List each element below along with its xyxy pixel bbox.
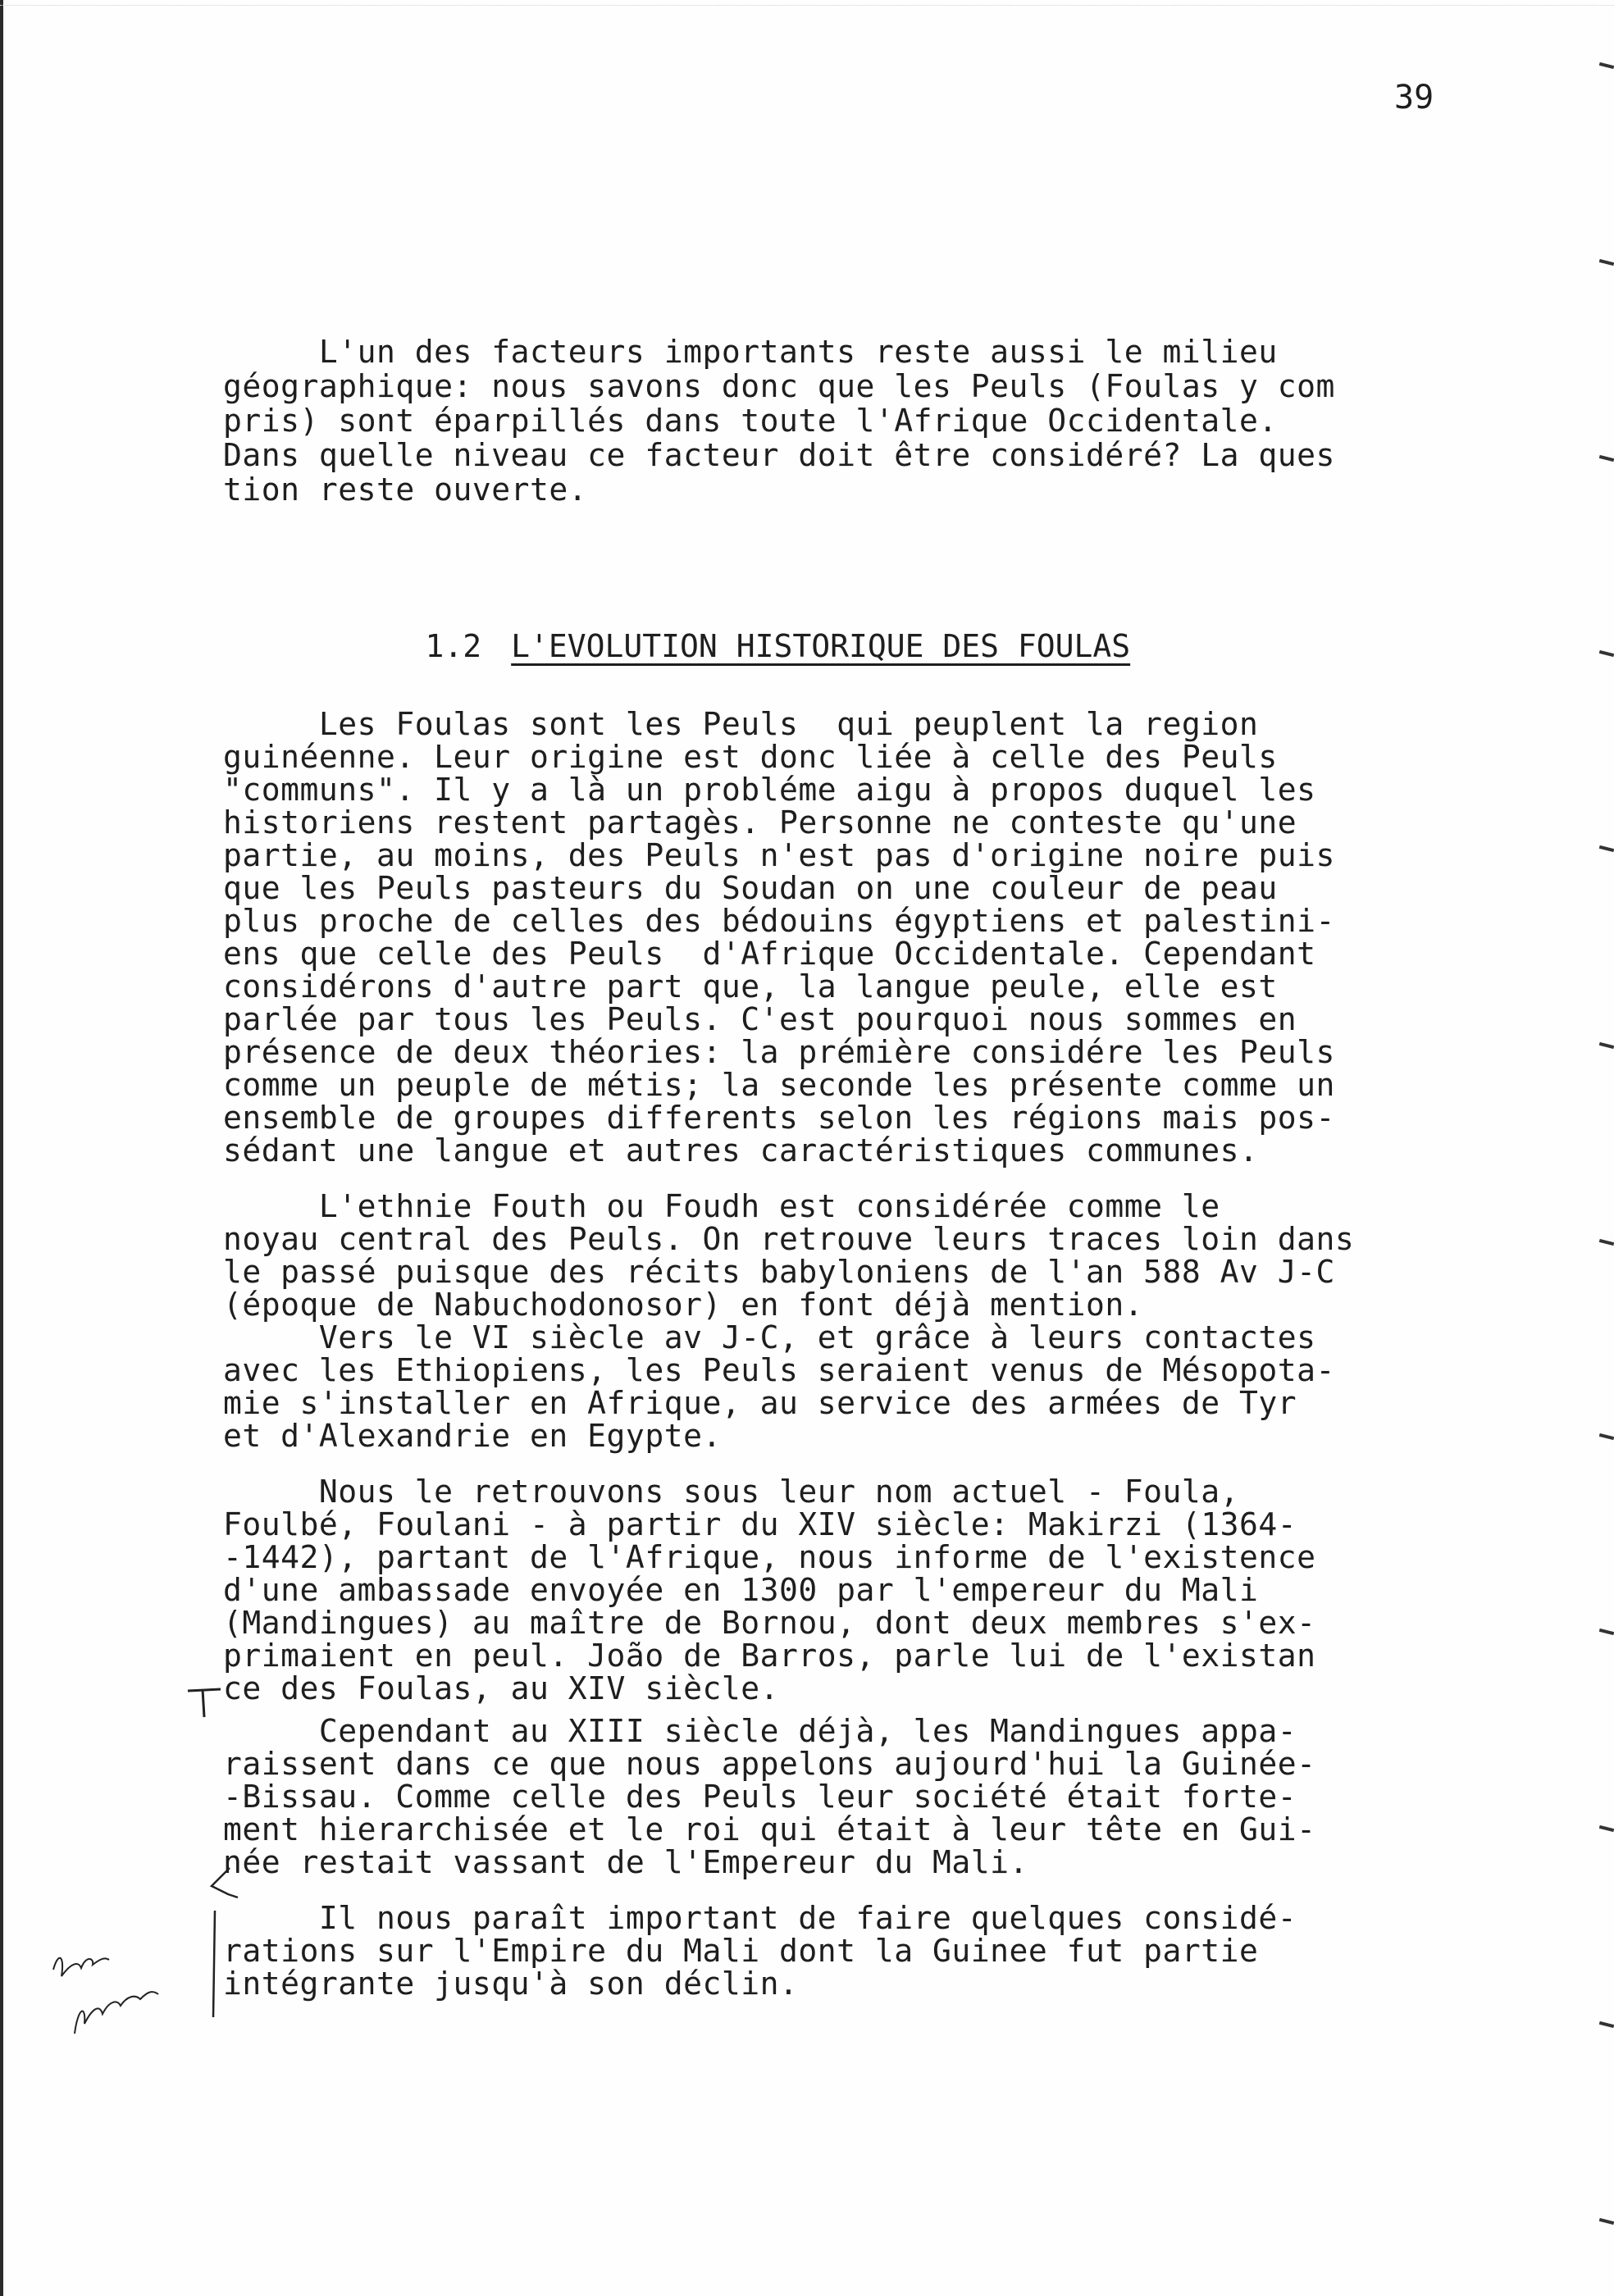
margin-tick-mark xyxy=(185,1665,226,1722)
scan-edge-mark xyxy=(1599,650,1614,657)
text-line: et d'Alexandrie en Egypte. xyxy=(223,1418,722,1454)
scan-edge-mark xyxy=(1599,455,1614,462)
text-line: ment hierarchisée et le roi qui était à leur tête en Gui- xyxy=(223,1811,1316,1847)
text-line: mie s'installer en Afrique, au service des armées de Tyr xyxy=(223,1385,1297,1421)
text-line: guinéenne. Leur origine est donc liée à celle des Peuls xyxy=(223,739,1278,775)
text-line: Il nous paraît important de faire quelques considé- xyxy=(223,1900,1297,1936)
scan-edge-mark xyxy=(1599,1239,1614,1246)
text-line: Dans quelle niveau ce facteur doit être considéré? La ques xyxy=(223,437,1335,473)
margin-bracket xyxy=(197,1861,246,2025)
text-line: ensemble de groupes differents selon les régions mais pos- xyxy=(223,1100,1335,1136)
text-line: sédant une langue et autres caractéristiques communes. xyxy=(223,1132,1259,1168)
text-line: tion reste ouverte. xyxy=(223,472,588,508)
text-line: noyau central des Peuls. On retrouve leurs traces loin dans xyxy=(223,1221,1355,1257)
text-line: -1442), partant de l'Afrique, nous informe de l'existence xyxy=(223,1539,1316,1575)
text-line: Les Foulas sont les Peuls qui peuplent la region xyxy=(223,706,1259,742)
section-heading xyxy=(350,592,1130,700)
text-line: Cependant au XIII siècle déjà, les Mandingues appa- xyxy=(223,1713,1297,1749)
scan-top-edge xyxy=(0,0,1614,6)
text-line: considérons d'autre part que, la langue peule, elle est xyxy=(223,968,1278,1004)
text-line: rations sur l'Empire du Mali dont la Guinee fut partie xyxy=(223,1933,1259,1969)
text-line: le passé puisque des récits babyloniens de l'an 588 Av J-C xyxy=(223,1254,1335,1290)
text-line: née restait vassant de l'Empereur du Mali. xyxy=(223,1844,1028,1880)
text-line: parlée par tous les Peuls. C'est pourquoi nous sommes en xyxy=(223,1001,1297,1037)
scan-edge-mark xyxy=(1599,2021,1614,2028)
text-line: L'un des facteurs importants reste aussi le milieu xyxy=(223,334,1278,370)
text-line: raissent dans ce que nous appelons aujourd'hui la Guinée- xyxy=(223,1746,1316,1782)
text-line: (Mandingues) au maître de Bornou, dont deux membres s'ex- xyxy=(223,1605,1316,1641)
text-line: avec les Ethiopiens, les Peuls seraient venus de Mésopota- xyxy=(223,1352,1335,1388)
text-line: "communs". Il y a là un probléme aigu à propos duquel les xyxy=(223,772,1316,808)
scan-edge-mark xyxy=(1599,259,1614,266)
text-line: (époque de Nabuchodonosor) en font déjà mention. xyxy=(223,1287,1144,1323)
scan-edge-mark xyxy=(1599,1825,1614,1832)
text-line: ce des Foulas, au XIV siècle. xyxy=(223,1670,779,1706)
scan-edge-mark xyxy=(1599,1042,1614,1049)
section-title: L'EVOLUTION HISTORIQUE DES FOULAS xyxy=(511,628,1131,664)
section-number: 1.2 xyxy=(425,628,482,664)
text-line: Vers le VI siècle av J-C, et grâce à leurs contactes xyxy=(223,1319,1316,1355)
text-line: présence de deux théories: la prémière considére les Peuls xyxy=(223,1034,1335,1070)
text-line: historiens restent partagès. Personne ne conteste qu'une xyxy=(223,804,1297,840)
text-line: partie, au moins, des Peuls n'est pas d'origine noire puis xyxy=(223,837,1335,873)
scan-edge-mark xyxy=(1599,1433,1614,1440)
scan-edge-mark xyxy=(1599,845,1614,852)
text-line: ens que celle des Peuls d'Afrique Occidentale. Cependant xyxy=(223,936,1316,972)
scan-left-edge xyxy=(0,0,3,2296)
scan-edge-mark xyxy=(1599,2218,1614,2225)
text-line: géographique: nous savons donc que les Peuls (Foulas y com xyxy=(223,368,1335,404)
text-line: plus proche de celles des bédouins égyptiens et palestini- xyxy=(223,903,1335,939)
text-line: d'une ambassade envoyée en 1300 par l'empereur du Mali xyxy=(223,1572,1259,1608)
text-line: pris) sont éparpillés dans toute l'Afrique Occidentale. xyxy=(223,403,1278,439)
text-line: que les Peuls pasteurs du Soudan on une couleur de peau xyxy=(223,870,1278,906)
text-line: L'ethnie Fouth ou Foudh est considérée comme le xyxy=(223,1188,1220,1224)
handwritten-margin-note xyxy=(45,1935,185,2075)
text-line: intégrante jusqu'à son déclin. xyxy=(223,1966,799,2002)
text-line: -Bissau. Comme celle des Peuls leur société était forte- xyxy=(223,1779,1297,1815)
text-line: comme un peuple de métis; la seconde les présente comme un xyxy=(223,1067,1335,1103)
text-line: primaient en peul. João de Barros, parle lui de l'existan xyxy=(223,1638,1316,1674)
page-number: 39 xyxy=(1394,79,1434,116)
scan-edge-mark xyxy=(1599,1629,1614,1635)
scan-edge-mark xyxy=(1599,62,1614,69)
text-line: Nous le retrouvons sous leur nom actuel - Foula, xyxy=(223,1474,1240,1510)
text-line: Foulbé, Foulani - à partir du XIV siècle: Makirzi (1364- xyxy=(223,1506,1297,1542)
